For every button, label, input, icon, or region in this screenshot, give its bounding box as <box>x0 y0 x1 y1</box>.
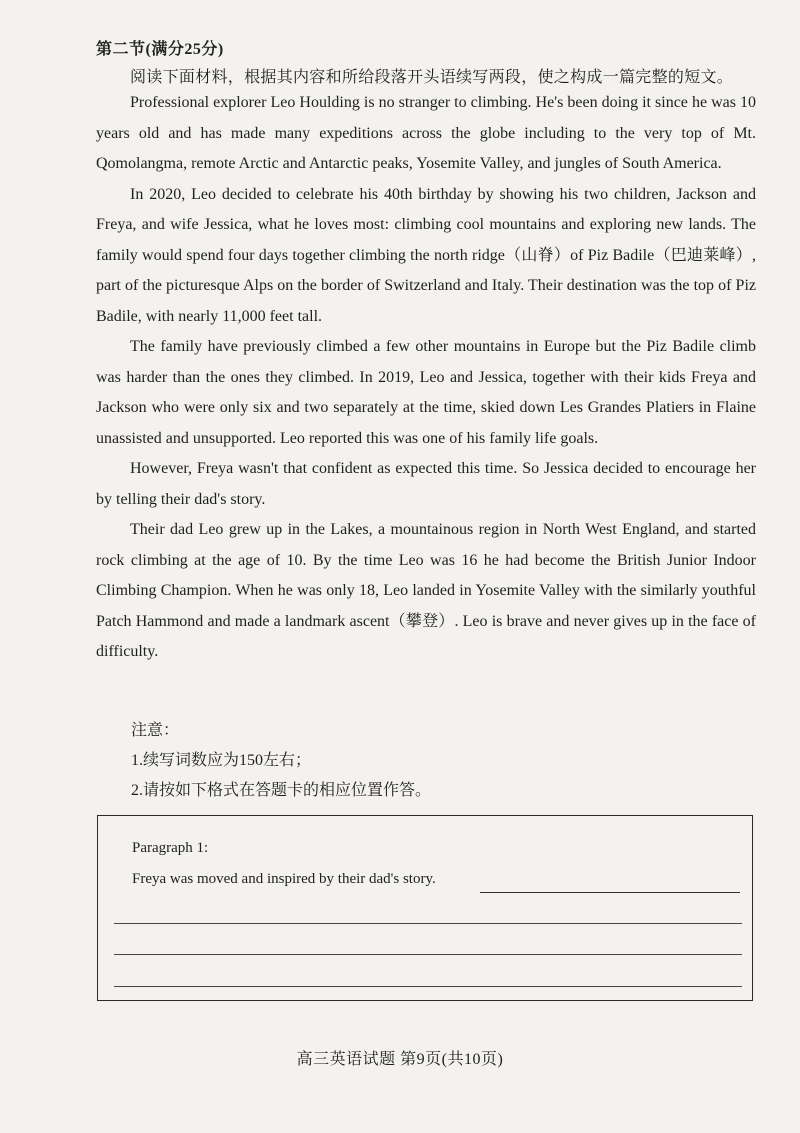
passage-paragraph-5: Their dad Leo grew up in the Lakes, a mountainous region in North West England, and started rock climbing at the age of 10. By the time Leo was 16 he had become the British Junior Indoor Climbing Champion. When he was only 18, Leo landed in Yosemite Valley with the similarly youthful Patch Hammond and made a landmark ascent（攀登）. Leo is brave and never gives up in the face of difficulty. <box>96 521 756 660</box>
reading-passage <box>96 88 756 668</box>
passage-paragraph-1: Professional explorer Leo Houlding is no stranger to climbing. He's been doing it since he was 10 years old and has made many expeditions across the globe including to the very top of Mt. Qomolangma, remote Arctic and Antarctic peaks, Yosemite Valley, and jungles of South America. <box>96 94 756 172</box>
notes-section <box>131 716 431 806</box>
task-instruction: 阅读下面材料，根据其内容和所给段落开头语续写两段，使之构成一篇完整的短文。 <box>130 69 734 86</box>
paragraph-starter: Freya was moved and inspired by their dad's story. <box>132 871 436 887</box>
note-item-word-count: 1.续写词数应为150左右； <box>131 752 312 769</box>
passage-paragraph-4: However, Freya wasn't that confident as expected this time. So Jessica decided to encourage her by telling their dad's story. <box>96 460 756 508</box>
section-title: 第二节(满分25分) <box>96 41 224 58</box>
page-footer: 高三英语试题 第9页(共10页) <box>296 1051 504 1068</box>
passage-paragraph-2: In 2020, Leo decided to celebrate his 40th birthday by showing his two children, Jackson and Freya, and wife Jessica, what he loves most: climbing cool mountains and exploring new lands. The family would spend four days together climbing the north ridge（山脊）of Piz Badile（巴迪莱峰）, part of the picturesque Alps on the border of Switzerland and Italy. Their destination was the top of Piz Badile, with nearly 11,000 feet tall. <box>96 185 756 325</box>
note-item-format: 2.请按如下格式在答题卡的相应位置作答。 <box>131 782 432 799</box>
passage-paragraph-3: The family have previously climbed a few other mountains in Europe but the Piz Badile climb was harder than the ones they climbed. In 2019, Leo and Jessica, together with their kids Freya and Jackson who were only six and two separately at the time, skied down Les Grandes Platiers in Flaine unassisted and unsupported. Leo reported this was one of his family life goals. <box>96 338 756 447</box>
writing-line <box>114 923 742 924</box>
writing-line <box>114 986 742 987</box>
notes-title: 注意： <box>131 722 180 739</box>
paragraph-label: Paragraph 1: <box>132 840 209 856</box>
answer-box <box>97 815 753 1001</box>
writing-line <box>114 954 742 955</box>
writing-line <box>480 892 740 893</box>
